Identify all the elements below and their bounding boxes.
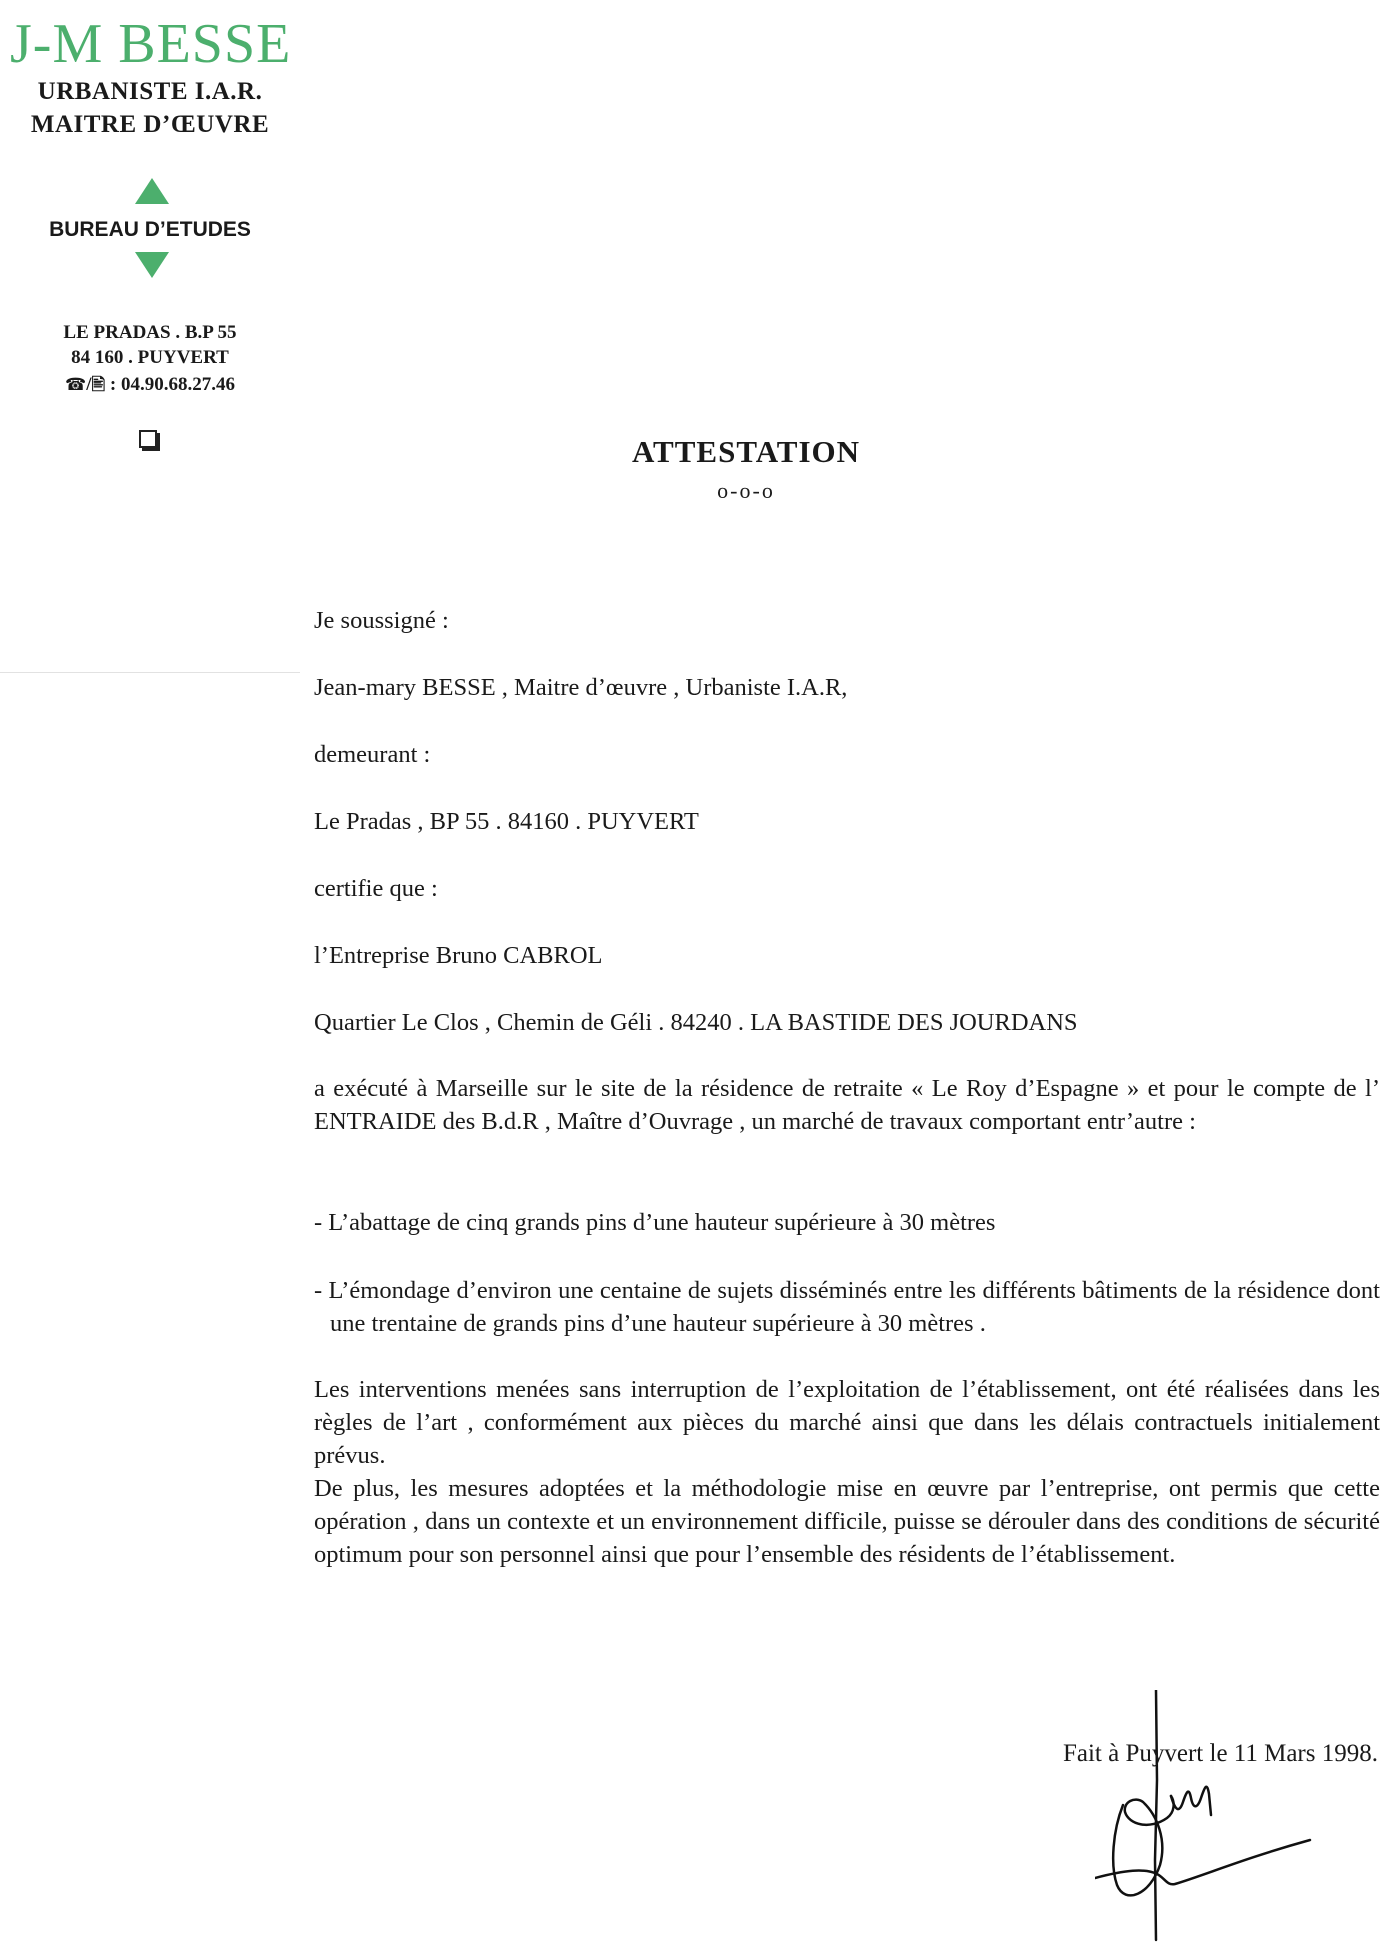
checkbox-icon bbox=[139, 430, 157, 448]
letterhead-address-line2: 84 160 . PUYVERT bbox=[71, 347, 229, 368]
letterhead-address-line1: LE PRADAS . B.P 55 bbox=[63, 322, 237, 343]
document-title: ATTESTATION bbox=[631, 434, 861, 469]
scan-artifact bbox=[0, 672, 300, 673]
body-entreprise-address: Quartier Le Clos , Chemin de Géli . 84240 . LA BASTIDE DES JOURDANS bbox=[314, 1009, 1078, 1036]
phone-number: : 04.90.68.27.46 bbox=[105, 374, 235, 395]
body-certifie: certifie que : bbox=[314, 875, 438, 902]
document-title-ornament: o-o-o bbox=[717, 478, 775, 503]
phone-icon: ☎ bbox=[65, 375, 87, 395]
body-address: Le Pradas , BP 55 . 84160 . PUYVERT bbox=[314, 808, 699, 835]
letterhead-subtitle-maitre: MAITRE D’ŒUVRE bbox=[30, 111, 270, 138]
body-name-line: Jean-mary BESSE , Maitre d’œuvre , Urbaniste I.A.R, bbox=[314, 674, 848, 701]
body-demeurant: demeurant : bbox=[314, 741, 431, 768]
body-interventions-paragraph: Les interventions menées sans interruption de l’exploitation de l’établissement, ont été réalisées dans les règles de l’art , conformément aux pièces du marché ainsi que dans les délais contractuels initialement prévus. bbox=[314, 1376, 1380, 1469]
letterhead-phone: ☎/🖹 : 04.90.68.27.46 bbox=[65, 374, 235, 395]
body-deplus-paragraph: De plus, les mesures adoptées et la méthodologie mise en œuvre par l’entreprise, ont permis que cette opération , dans un contexte et un environnement difficile, puisse se dérouler dans des conditions de sécurité optimum pour son personnel ainsi que pour l’ensemble des résidents de l’établissement. bbox=[314, 1475, 1380, 1568]
signature bbox=[1095, 1690, 1325, 1950]
triangle-up-icon bbox=[135, 178, 169, 204]
letterhead-bureau: BUREAU D’ETUDES bbox=[49, 218, 251, 241]
fax-icon: 🖹 bbox=[91, 375, 106, 395]
body-bullet-emondage: - L’émondage d’environ une centaine de sujets disséminés entre les différents bâtiments de la résidence dont une trentaine de grands pins d’une hauteur supérieure à 30 mètres . bbox=[314, 1277, 1380, 1337]
body-entreprise: l’Entreprise Bruno CABROL bbox=[314, 942, 603, 969]
letterhead-subtitle-urbaniste: URBANISTE I.A.R. bbox=[37, 78, 263, 105]
body-soussigne: Je soussigné : bbox=[314, 607, 449, 634]
body-bullet-abattage: - L’abattage de cinq grands pins d’une hauteur supérieure à 30 mètres bbox=[314, 1209, 996, 1236]
closing-place-date: Fait à Puyvert le 11 Mars 1998. bbox=[1062, 1740, 1378, 1767]
body-execute-paragraph: a exécuté à Marseille sur le site de la résidence de retraite « Le Roy d’Espagne » et pour le compte de l’ ENTRAIDE des B.d.R , Maître d’Ouvrage , un marché de travaux comportant entr’autre : bbox=[314, 1075, 1380, 1135]
letterhead-name: J-M BESSE bbox=[10, 13, 292, 75]
triangle-down-icon bbox=[135, 252, 169, 278]
